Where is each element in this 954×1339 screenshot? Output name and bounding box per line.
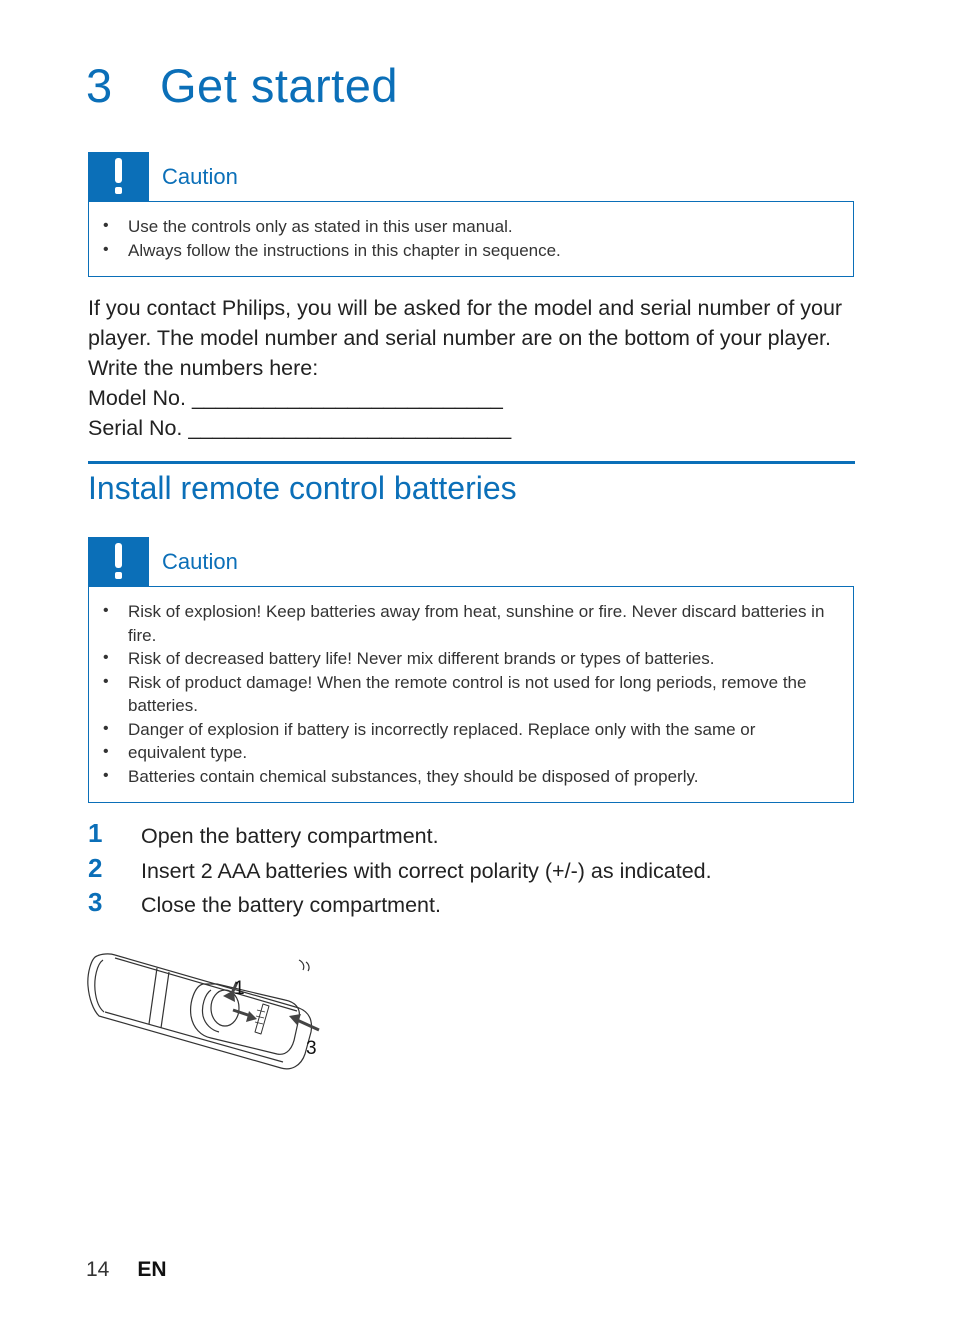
remote-division [161, 972, 169, 1028]
caution-item: • Danger of explosion if battery is incorrectly replaced. Replace only with the same or [103, 718, 839, 742]
caution-item: • Risk of explosion! Keep batteries away from heat, sunshine or fire. Never discard batteries in fire. [103, 600, 839, 647]
caution-content [88, 586, 854, 803]
remote-end-contour [95, 960, 104, 1012]
remote-button [306, 962, 309, 971]
intro-text [88, 293, 858, 443]
remote-battery-illustration [85, 950, 325, 1075]
page-footer [86, 1258, 167, 1282]
step-number: 3 [88, 887, 103, 917]
caution-label: Caution [162, 549, 238, 574]
step-number: 2 [88, 852, 103, 883]
caution-item: • Risk of decreased battery life! Never mix different brands or types of batteries. [103, 647, 839, 671]
spring-clip [255, 1004, 269, 1034]
caution-item: • Use the controls only as stated in this user manual. [103, 215, 839, 239]
step-item [88, 820, 858, 855]
exclamation-icon [88, 152, 149, 201]
caution-content [88, 201, 854, 277]
caution-box-general [88, 152, 854, 277]
chapter-title-text: Get started [160, 59, 398, 112]
remote-body-outline [88, 954, 312, 1069]
step-text: Open the battery compartment. [141, 824, 439, 848]
caution-list [103, 600, 839, 788]
language-code: EN [137, 1258, 167, 1281]
step-text: Insert 2 AAA batteries with correct polarity (+/-) as indicated. [141, 858, 712, 883]
caution-item: • Risk of product damage! When the remote control is not used for long periods, remove the batteries. [103, 671, 839, 718]
caution-item: • Batteries contain chemical substances, they should be disposed of properly. [103, 765, 839, 789]
remote-bottom-edge [105, 1012, 283, 1062]
step-number: 1 [88, 818, 103, 848]
step-item [88, 889, 858, 924]
arrow-close-icon [297, 1020, 319, 1030]
exclamation-icon [88, 537, 149, 586]
intro-paragraph: If you contact Philips, you will be asked for the model and serial number of your player. The model number and serial number are on the bottom of your player. Write the numbers here: [88, 296, 843, 380]
page-number: 14 [86, 1258, 110, 1281]
caution-header [88, 537, 854, 586]
serial-number-field: Serial No. ___________________________ [88, 416, 512, 440]
caution-item: • equivalent type. [103, 741, 839, 765]
caution-list [103, 215, 839, 262]
remote-division [149, 968, 157, 1024]
step-item [88, 852, 858, 890]
section-title: Install remote control batteries [88, 470, 517, 506]
steps-list [88, 820, 858, 924]
chapter-number: 3 [86, 59, 113, 112]
model-number-field: Model No. __________________________ [88, 386, 503, 410]
step-text: Close the battery compartment. [141, 893, 441, 917]
remote-button [299, 960, 304, 970]
caution-header [88, 152, 854, 201]
chapter-title [86, 58, 398, 113]
section-divider [88, 461, 855, 464]
caution-item: • Always follow the instructions in this chapter in sequence. [103, 239, 839, 263]
caution-box-batteries [88, 537, 854, 803]
caution-label: Caution [162, 164, 238, 189]
illustration-label-1: 1 [234, 978, 245, 999]
illustration-label-3: 3 [306, 1038, 317, 1059]
